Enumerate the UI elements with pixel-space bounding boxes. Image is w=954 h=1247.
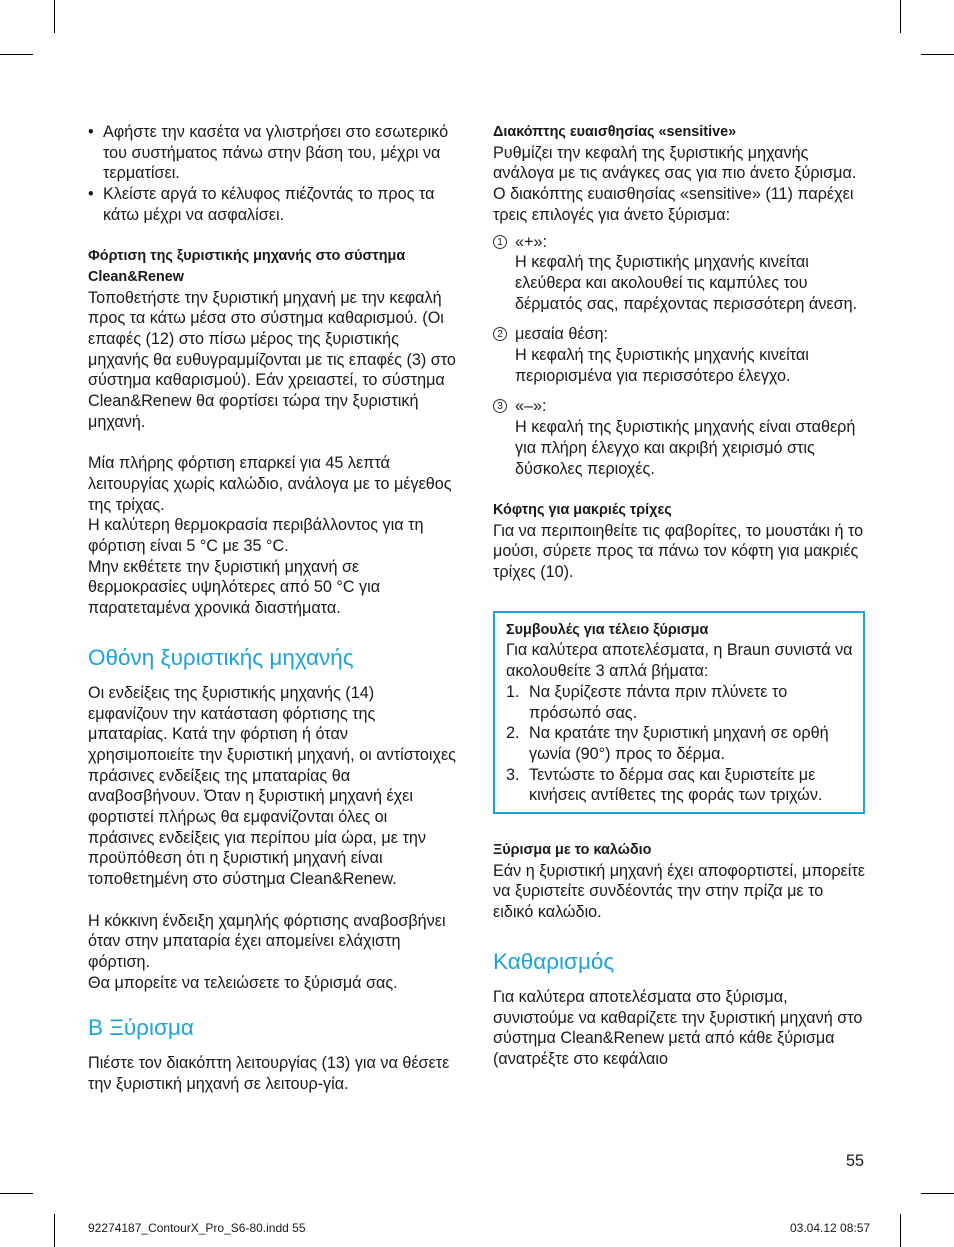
list-item: 2. Να κρατάτε την ξυριστική μηχανή σε ορθή γωνία (90°) προς το δέρμα. [506, 724, 829, 763]
shaving-text: Πιέστε τον διακόπτη λειτουργίας (13) για να θέσετε την ξυριστική μηχανή σε λειτουρ-γία. [88, 1054, 450, 1094]
display-text: Οι ενδείξεις της ξυριστικής μηχανής (14) εμφανίζουν την κατάσταση φόρτισης της μπαταρίας. Κατά την φόρτιση ή όταν χρησιμοποιείτε την ξυριστική μηχανή, οι αντίστοιχες πράσινες ενδείξεις της μπαταρίας θα αναβοσβήνουν. Όταν η ξυριστική μηχανή έχει φορτιστεί πλήρως θα εμφανίζονται όλες οι πράσινες ενδείξεις για περίπου μία ώρα, με την προϋπόθεση ότι η ξυριστική μηχανή είναι τοποθετημένη στο σύστημα Clean&Renew. [88, 683, 456, 889]
sensitive-intro: Ρυθμίζει την κεφαλή της ξυριστικής μηχανής ανάλογα με τις ανάγκες σας για πιο άνετο ξύρισμα. [493, 143, 857, 183]
charging-text: Τοποθετήστε την ξυριστική μηχανή με την κεφαλή προς τα κάτω μέσα στο σύστημα καθαρισμού. (Οι επαφές (12) στο πίσω μέρος της ξυριστικής μηχανής θα ευθυγραμμίζονται με τις επαφές (3) στο σύστημα καθαρισμού). Εάν χρειαστεί, το σύστημα Clean&Renew θα φορτίσει τώρα την ξυριστική μηχανή. [88, 288, 456, 431]
charging-temp: Η καλύτερη θερμοκρασία περιβάλλοντος για τη φόρτιση είναι 5 °C με 35 °C. [88, 516, 424, 556]
crop-mark [921, 54, 954, 55]
footer-datetime: 03.04.12 08:57 [790, 1221, 871, 1235]
crop-mark [0, 54, 33, 55]
option-item: 1 «+»: Η κεφαλή της ξυριστικής μηχανής κινείται ελεύθερα και ακολουθεί τις καμπύλες του δέρματός σας, παρέχοντας περισσότερη άνεση. [493, 232, 865, 315]
cleaning-heading: Καθαρισμός [493, 948, 615, 974]
trimmer-text: Για να περιποιηθείτε τις φαβορίτες, το μουστάκι ή το μούσι, σύρετε προς τα πάνω τον κόφτη για μακριές τρίχες (10). [493, 521, 864, 582]
option-number-icon: 2 [493, 327, 507, 341]
tips-intro: Για καλύτερα αποτελέσματα, η Braun συνιστά να ακολουθείτε 3 απλά βήματα: [506, 641, 853, 681]
trimmer-heading: Κόφτης για μακριές τρίχες [493, 501, 672, 518]
crop-mark [900, 1214, 901, 1247]
tips-list [506, 682, 853, 806]
charging-heading: Φόρτιση της ξυριστικής μηχανής στο σύστημα Clean&Renew [88, 248, 406, 285]
list-item: 3. Τεντώστε το δέρμα σας και ξυριστείτε με κινήσεις αντίθετες της φοράς των τριχών. [506, 765, 823, 805]
tips-heading: Συμβουλές για τέλειο ξύρισμα [506, 621, 709, 638]
footer-file: 92274187_ContourX_Pro_S6-80.indd 55 [88, 1221, 306, 1235]
tips-box [493, 611, 865, 814]
cleaning-text: Για καλύτερα αποτελέσματα στο ξύρισμα, συνιστούμε να καθαρίζετε την ξυριστική μηχανή στο σύστημα Clean&Renew μετά από κάθε ξύρισμα (ανατρέξτε στο κεφάλαιο [493, 987, 863, 1068]
sensitive-heading: Διακόπτης ευαισθησίας «sensitive» [493, 124, 737, 140]
crop-mark [54, 1214, 55, 1247]
sensitive-text: Ο διακόπτης ευαισθησίας «sensitive» (11) παρέχει τρεις επιλογές για άνετο ξύρισμα: [493, 185, 854, 224]
option-number-icon: 1 [493, 235, 507, 249]
low-charge-note: Θα μπορείτε να τελειώσετε το ξύρισμά σας. [88, 973, 398, 992]
bullet-list [88, 122, 458, 226]
list-item: • Κλείστε αργά το κέλυφος πιέζοντάς το προς τα κάτω μέχρι να ασφαλίσει. [88, 185, 435, 224]
charging-time: Μία πλήρης φόρτιση επαρκεί για 45 λεπτά λειτουργίας χωρίς καλώδιο, ανάλογα με το μέγεθος της τρίχας. [88, 454, 452, 514]
right-column [493, 122, 865, 1070]
cord-text: Εάν η ξυριστική μηχανή έχει αποφορτιστεί, μπορείτε να ξυριστείτε συνδέοντάς την στην πρίζα με το ειδικό καλώδιο. [493, 861, 865, 922]
page-number: 55 [846, 1152, 865, 1170]
list-item: 1. Να ξυρίζεστε πάντα πριν πλύνετε το πρόσωπό σας. [506, 682, 788, 722]
option-item: 2 μεσαία θέση: Η κεφαλή της ξυριστικής μηχανής κινείται περιορισμένα για περισσότερο έλεγχο. [493, 324, 865, 386]
shaving-heading: B Ξύρισμα [88, 1015, 194, 1041]
charging-warning: Μην εκθέτετε την ξυριστική μηχανή σε θερμοκρασίες υψηλότερες από 50 °C για παρατεταμένα χρονικά διαστήματα. [88, 557, 381, 618]
option-item: 3 «–»: Η κεφαλή της ξυριστικής μηχανής είναι σταθερή για πλήρη έλεγχο και ακριβή χειρισμό στις δύσκολες περιοχές. [493, 396, 865, 479]
option-number-icon: 3 [493, 399, 507, 413]
low-charge-text: Η κόκκινη ένδειξη χαμηλής φόρτισης αναβοσβήνει όταν στην μπαταρία έχει απομείνει ελάχιστη φόρτιση. [88, 911, 446, 971]
crop-mark [54, 0, 55, 33]
crop-mark [0, 1193, 33, 1194]
crop-mark [900, 0, 901, 33]
display-heading: Οθόνη ξυριστικής μηχανής [88, 644, 354, 670]
cord-heading: Ξύρισμα με το καλώδιο [493, 842, 652, 859]
crop-mark [921, 1193, 954, 1194]
left-column [88, 122, 458, 1095]
list-item: • Αφήστε την κασέτα να γλιστρήσει στο εσωτερικό του συστήματος πάνω στην βάση του, μέχρι να τερματίσει. [88, 123, 449, 183]
